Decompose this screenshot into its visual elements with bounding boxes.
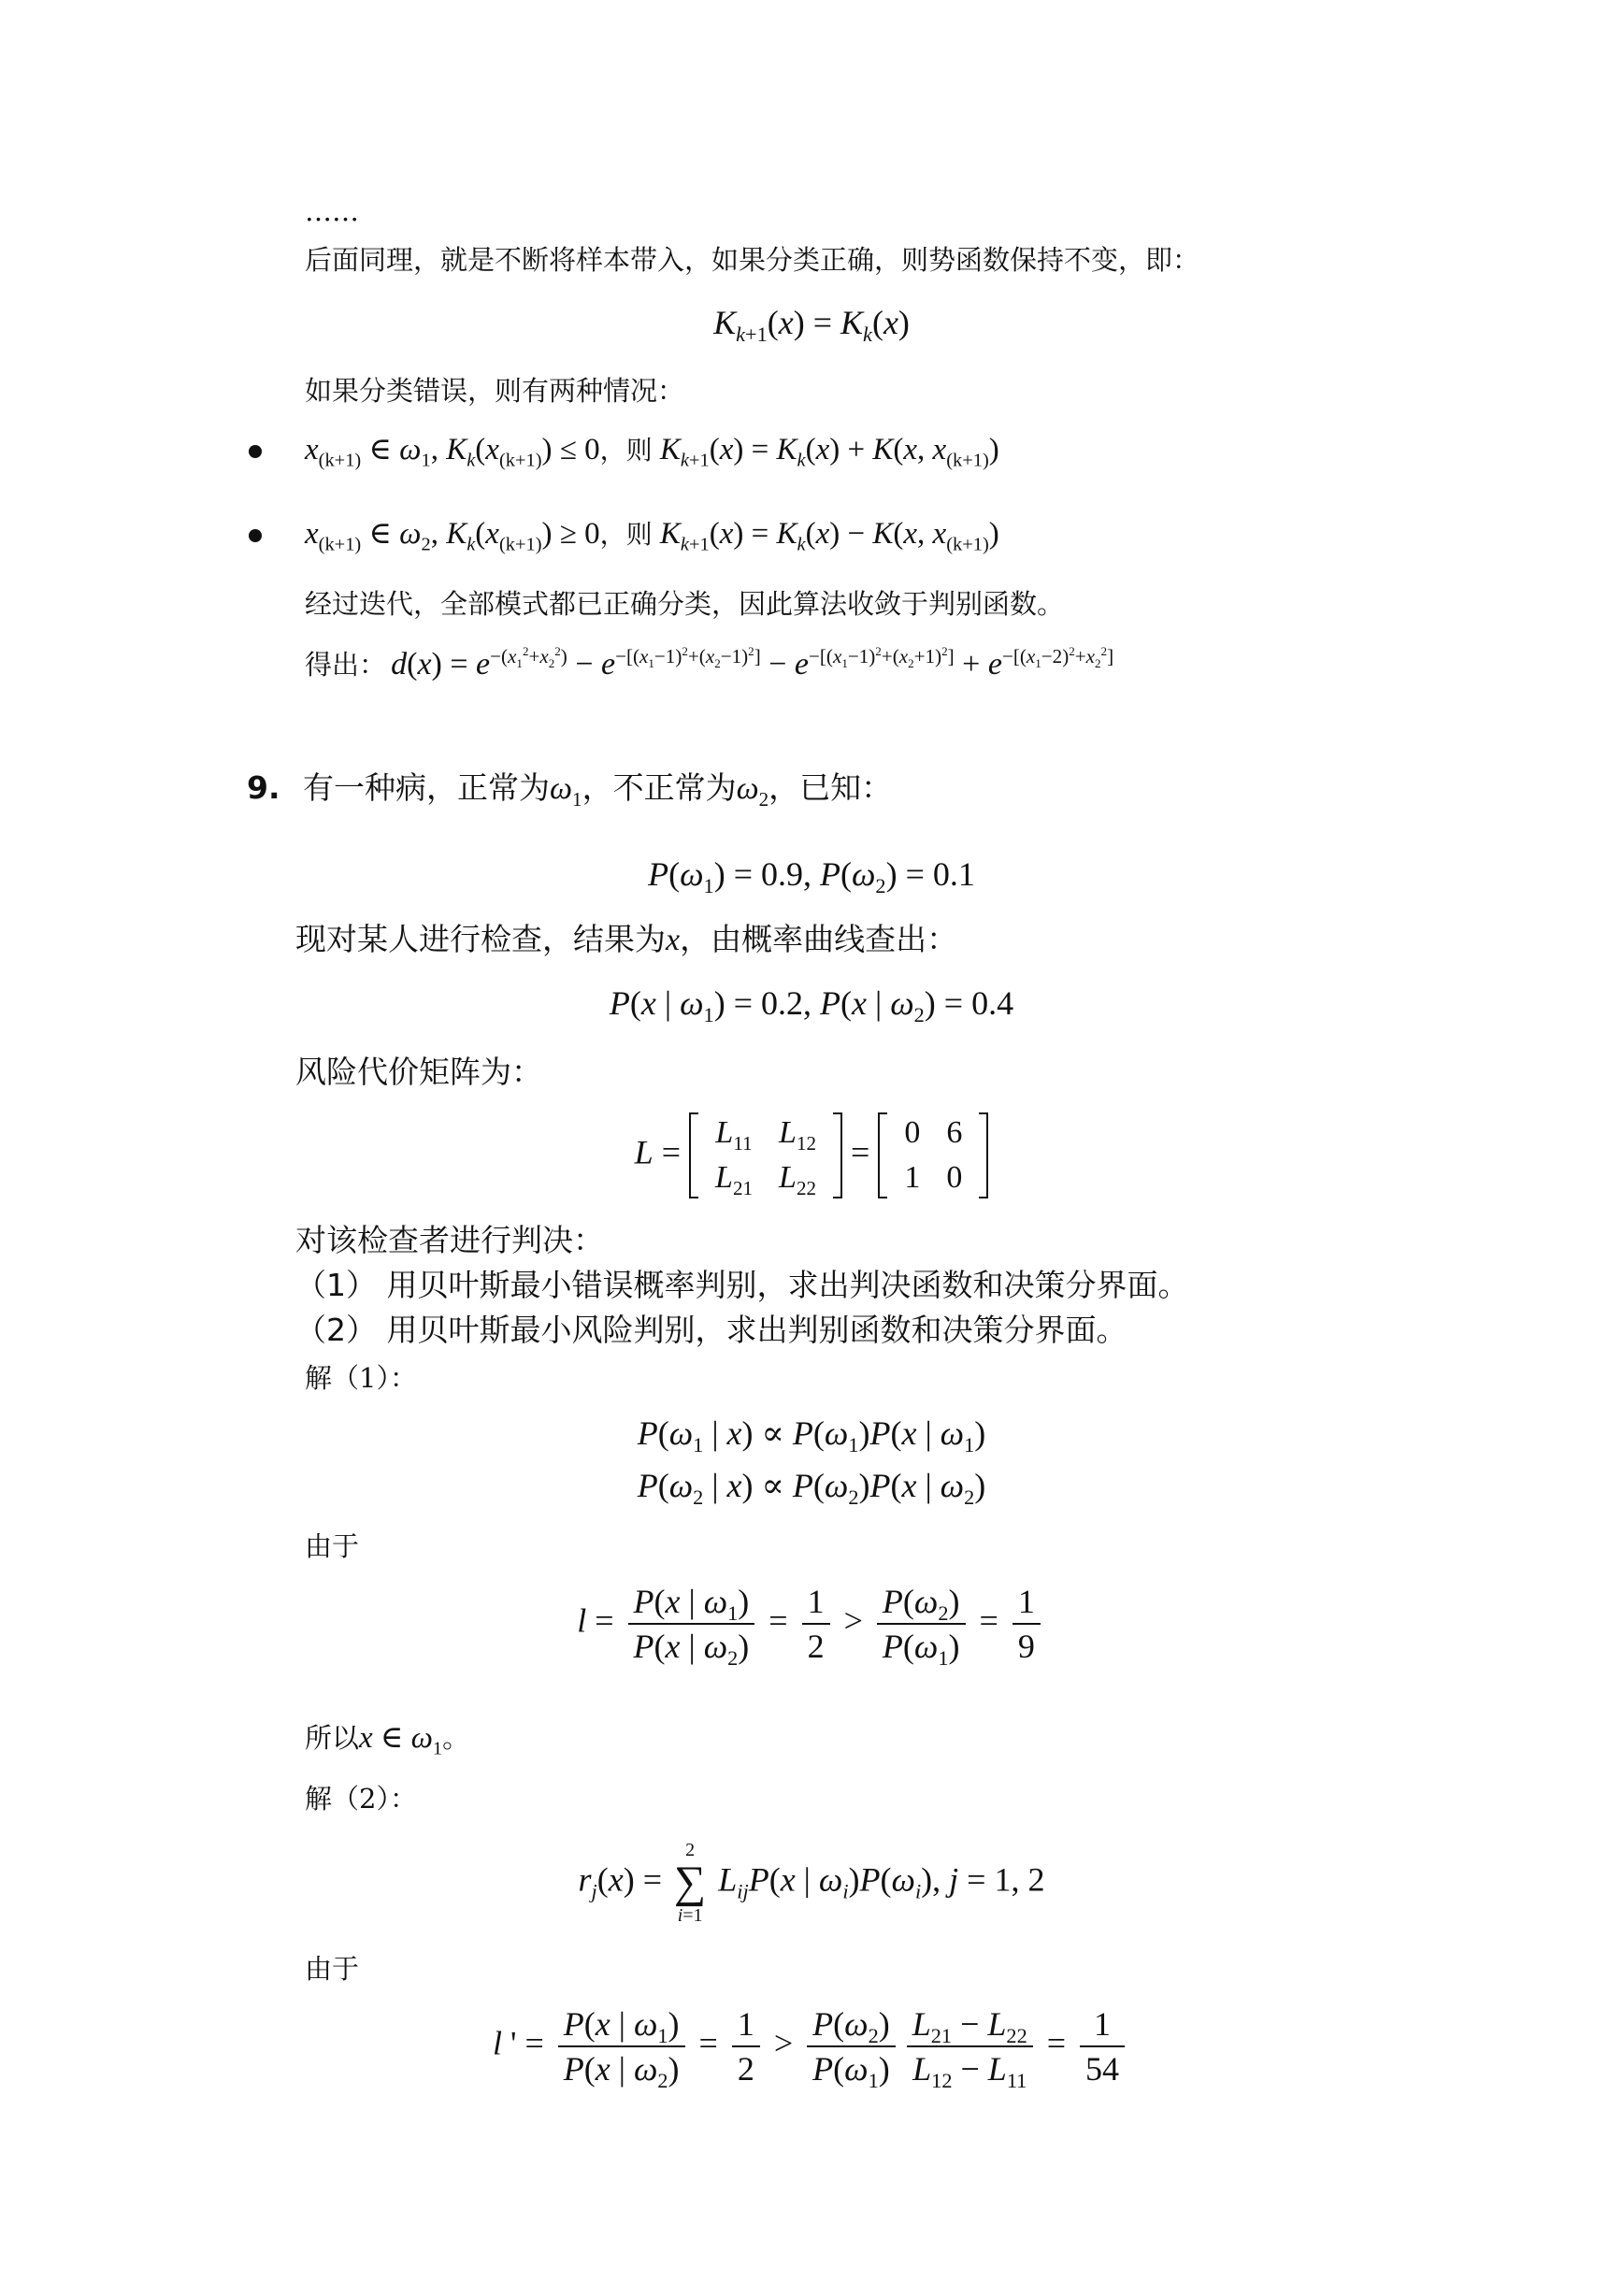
ratio-half-den: 2 (807, 1628, 825, 1665)
solution-2-label: 解（2）： (305, 1783, 417, 1815)
ellipsis: …… (305, 195, 359, 227)
result-line (305, 643, 1113, 686)
risk-matrix-equation: L = $L_{11}$ $L_{12}$ $L_{21}$ $L_{22}$ = 0 6 1 0 (0, 1111, 1623, 1200)
matrix-cell-22: 0 (946, 1160, 963, 1195)
wrong-class-intro: 如果分类错误，则有两种情况： (305, 375, 685, 407)
likelihood-formula: P(x | $\omega_1) = 0.2$, P(x | $\omega_2) = 0.4$ (609, 984, 1014, 1027)
matrix-cell-11: 0 (904, 1115, 921, 1150)
solution-1-label: 解（1）： (305, 1362, 417, 1394)
bullet-case-1 (249, 445, 262, 458)
case-1-then: ，则 (599, 435, 653, 466)
so-text: 所以x ∈ $\omega_1$。 (305, 1721, 470, 1759)
risk-ratio-half-num: 1 (732, 2002, 760, 2047)
risk-matrix-label: 风险代价矩阵为： (295, 1054, 542, 1090)
because-2: 由于 (305, 1953, 360, 1985)
risk-likelihood-ratio: l ' = $\frac{P(x | \omega_1)}{P(x | \omega_2)}$ = $\frac{1}{2}$ > $\frac{P(\omega_2)}{P(\omega_1)}$ $\frac{L_{21} - L_{22}}{L_{12} - L_{11}}$ = $\frac{1}{54}$ (0, 2002, 1623, 2090)
case-1-formula: $x_{(k+1)}$ ∈ $\omega_1$, $K_k(x_{(k+1)}) \le 0$，则 $K_{k+1}(x) = K_k(x) + K(x$, $x_{(k+1)}$) (305, 433, 999, 471)
prior-formula: $P(\omega_1) = 0.9$, $P(\omega_2) = 0.1$ (648, 855, 975, 898)
matrix-cell-12: 6 (946, 1115, 963, 1150)
problem-intro-b: ，不正常为 (582, 769, 737, 806)
likelihood-ratio: l = $\frac{P(x | \omega_1)}{P(x | \omega_2)}$ = $\frac{1}{2}$ > $\frac{P(\omega_2)}{P(\omega_1)}$ = $\frac{1}{9}$ (0, 1580, 1623, 1668)
matrix-cell-21: 1 (904, 1160, 921, 1195)
matrix-symbolic: $L_{11}$ $L_{12}$ $L_{21}$ $L_{22}$ (689, 1111, 842, 1200)
ratio-ninth-num: 1 (1013, 1580, 1041, 1625)
case-2-then: ，则 (599, 519, 653, 550)
risk-ratio-final-num: 1 (1080, 2002, 1125, 2047)
so-text-a: 所以 (305, 1722, 360, 1754)
posterior-2: $P(\omega_2$ | $x) \propto P(\omega_2)P(x$ | $\omega_2$) (637, 1467, 986, 1510)
question-1: （1） 用贝叶斯最小错误概率判别，求出判决函数和决策分界面。 (295, 1267, 1189, 1303)
continued-paragraph: 后面同理，就是不断将样本带入，如果分类正确，则势函数保持不变，即： (305, 244, 1200, 276)
exam-text-b: ，由概率曲线查出： (680, 921, 958, 957)
risk-ratio-final-den: 54 (1085, 2050, 1120, 2088)
risk-ratio-half-den: 2 (737, 2050, 754, 2088)
question-2: （2） 用贝叶斯最小风险判别，求出判别函数和决策分界面。 (295, 1312, 1127, 1348)
ratio-half-num: 1 (802, 1580, 830, 1625)
because-1: 由于 (305, 1530, 360, 1562)
bullet-case-2 (249, 529, 262, 542)
case-2-formula: $x_{(k+1)}$ ∈ $\omega_2$, $K_k(x_{(k+1)}) \ge 0$，则 $K_{k+1}(x) = K_k(x) - K(x$, $x_{(k+1)}$) (305, 517, 999, 555)
converge-text: 经过迭代，全部模式都已正确分类，因此算法收敛于判别函数。 (305, 588, 1065, 620)
equation-potential-unchanged: $K_{k+1}(x) = K_k(x)$ (713, 304, 910, 347)
problem-number: 9. (247, 769, 280, 806)
problem-9-heading: 9. 有一种病，正常为$\omega_1$，不正常为$\omega_2$，已知： (247, 769, 893, 811)
judge-label: 对该检查者进行判决： (295, 1222, 604, 1258)
risk-formula: $r_j(x)$ = 2 ∑ i=1 $L_{ij}P(x$ | $\omega_i)P(\omega_i)$, j = 1, 2 (578, 1840, 1045, 1926)
problem-intro-c: ，已知： (768, 769, 893, 806)
matrix-values (878, 1111, 988, 1200)
result-label: 得出： (305, 649, 387, 681)
exam-text-a: 现对某人进行检查，结果为 (295, 921, 666, 957)
result-formula: $d(x) = e^{-(x_1^2+x_2^2)} - e^{-[(x_1-1)^2+(x_2-1)^2]} - e^{-[(x_1-1)^2+(x_2+1)^2]} + e^{-[(x_1-2)^2+x_2^2]}$ (391, 643, 1114, 682)
posterior-1: $P(\omega_1$ | $x) \propto P(\omega_1)P(x$ | $\omega_1$) (637, 1414, 986, 1457)
so-text-b: 。 (442, 1722, 470, 1754)
ratio-ninth-den: 9 (1017, 1628, 1035, 1665)
exam-text: 现对某人进行检查，结果为x，由概率曲线查出： (295, 921, 958, 957)
problem-intro-a: 有一种病，正常为 (303, 769, 550, 806)
